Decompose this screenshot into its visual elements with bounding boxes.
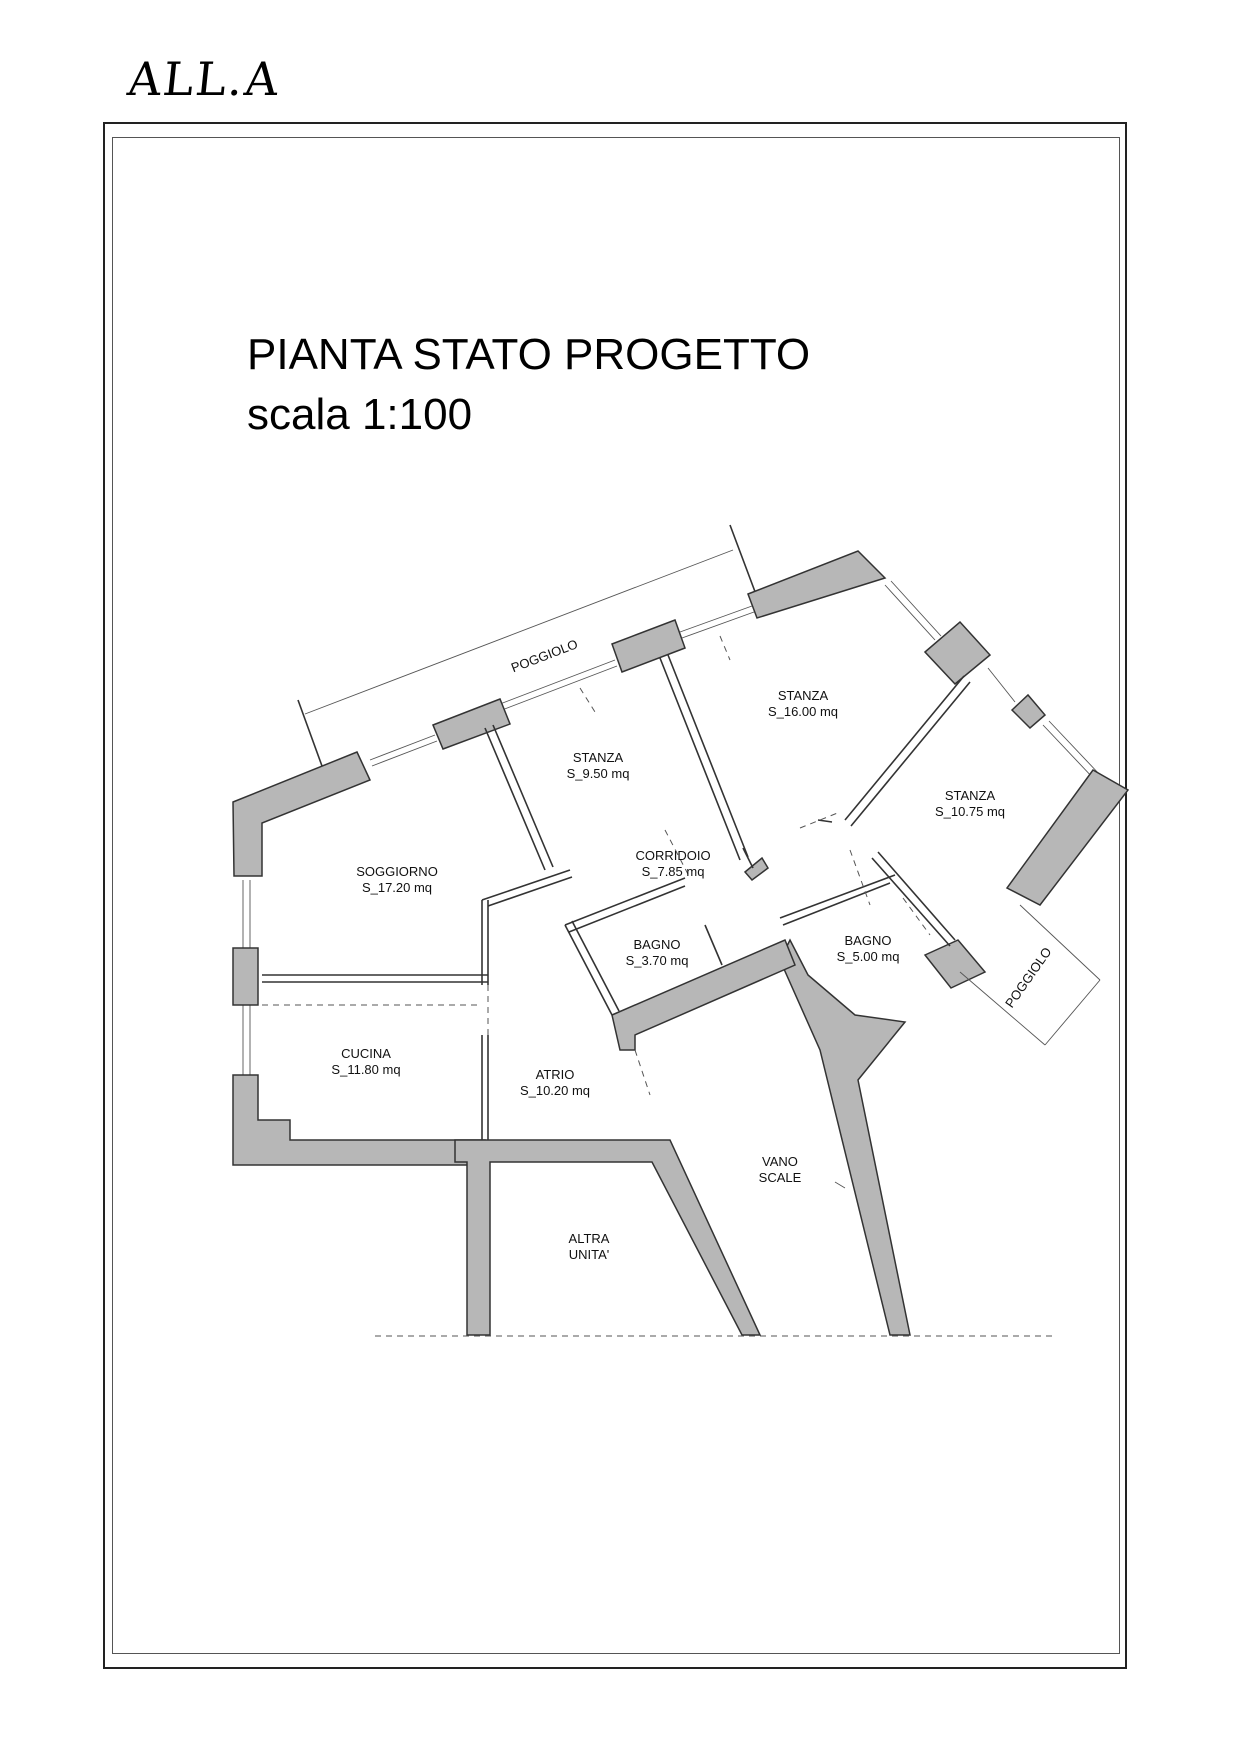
poggiolo-right-label: POGGIOLO — [1002, 944, 1055, 1011]
vano-scale-line1: VANO — [762, 1154, 798, 1169]
room-area-cucina: S_11.80 mq — [331, 1062, 401, 1077]
drawing-title: PIANTA STATO PROGETTO — [247, 330, 811, 379]
room-area-stanza-a: S_9.50 mq — [566, 766, 630, 781]
room-name-soggiorno: SOGGIORNO — [356, 864, 438, 879]
room-area-stanza-c: S_10.75 mq — [934, 804, 1006, 819]
room-name-corridoio: CORRIDOIO — [635, 848, 711, 863]
room-area-stanza-b: S_16.00 mq — [767, 704, 839, 719]
altra-unita-line2: UNITA' — [568, 1247, 610, 1262]
poggiolo-top-label: POGGIOLO — [508, 636, 580, 676]
stair-mark — [835, 1182, 845, 1188]
room-name-stanza-b: STANZA — [777, 688, 829, 703]
room-area-soggiorno: S_17.20 mq — [361, 880, 433, 895]
room-name-bagno-a: BAGNO — [633, 937, 681, 952]
altra-unita-line1: ALTRA — [568, 1231, 610, 1246]
room-name-atrio: ATRIO — [535, 1067, 575, 1082]
room-name-cucina: CUCINA — [341, 1046, 391, 1061]
room-area-atrio: S_10.20 mq — [519, 1083, 591, 1098]
room-area-bagno-a: S_3.70 mq — [625, 953, 689, 968]
room-name-stanza-c: STANZA — [944, 788, 996, 803]
vano-scale-line2: SCALE — [758, 1170, 802, 1185]
room-name-bagno-b: BAGNO — [844, 933, 892, 948]
room-name-stanza-a: STANZA — [572, 750, 624, 765]
drawing-scale: scala 1:100 — [247, 390, 473, 439]
room-area-bagno-b: S_5.00 mq — [836, 949, 900, 964]
room-area-corridoio: S_7.85 mq — [641, 864, 705, 879]
poggiolo-top-outline — [298, 525, 760, 766]
load-bearing-walls — [233, 551, 1128, 1335]
handwritten-annotation: ALL.A — [125, 52, 283, 106]
